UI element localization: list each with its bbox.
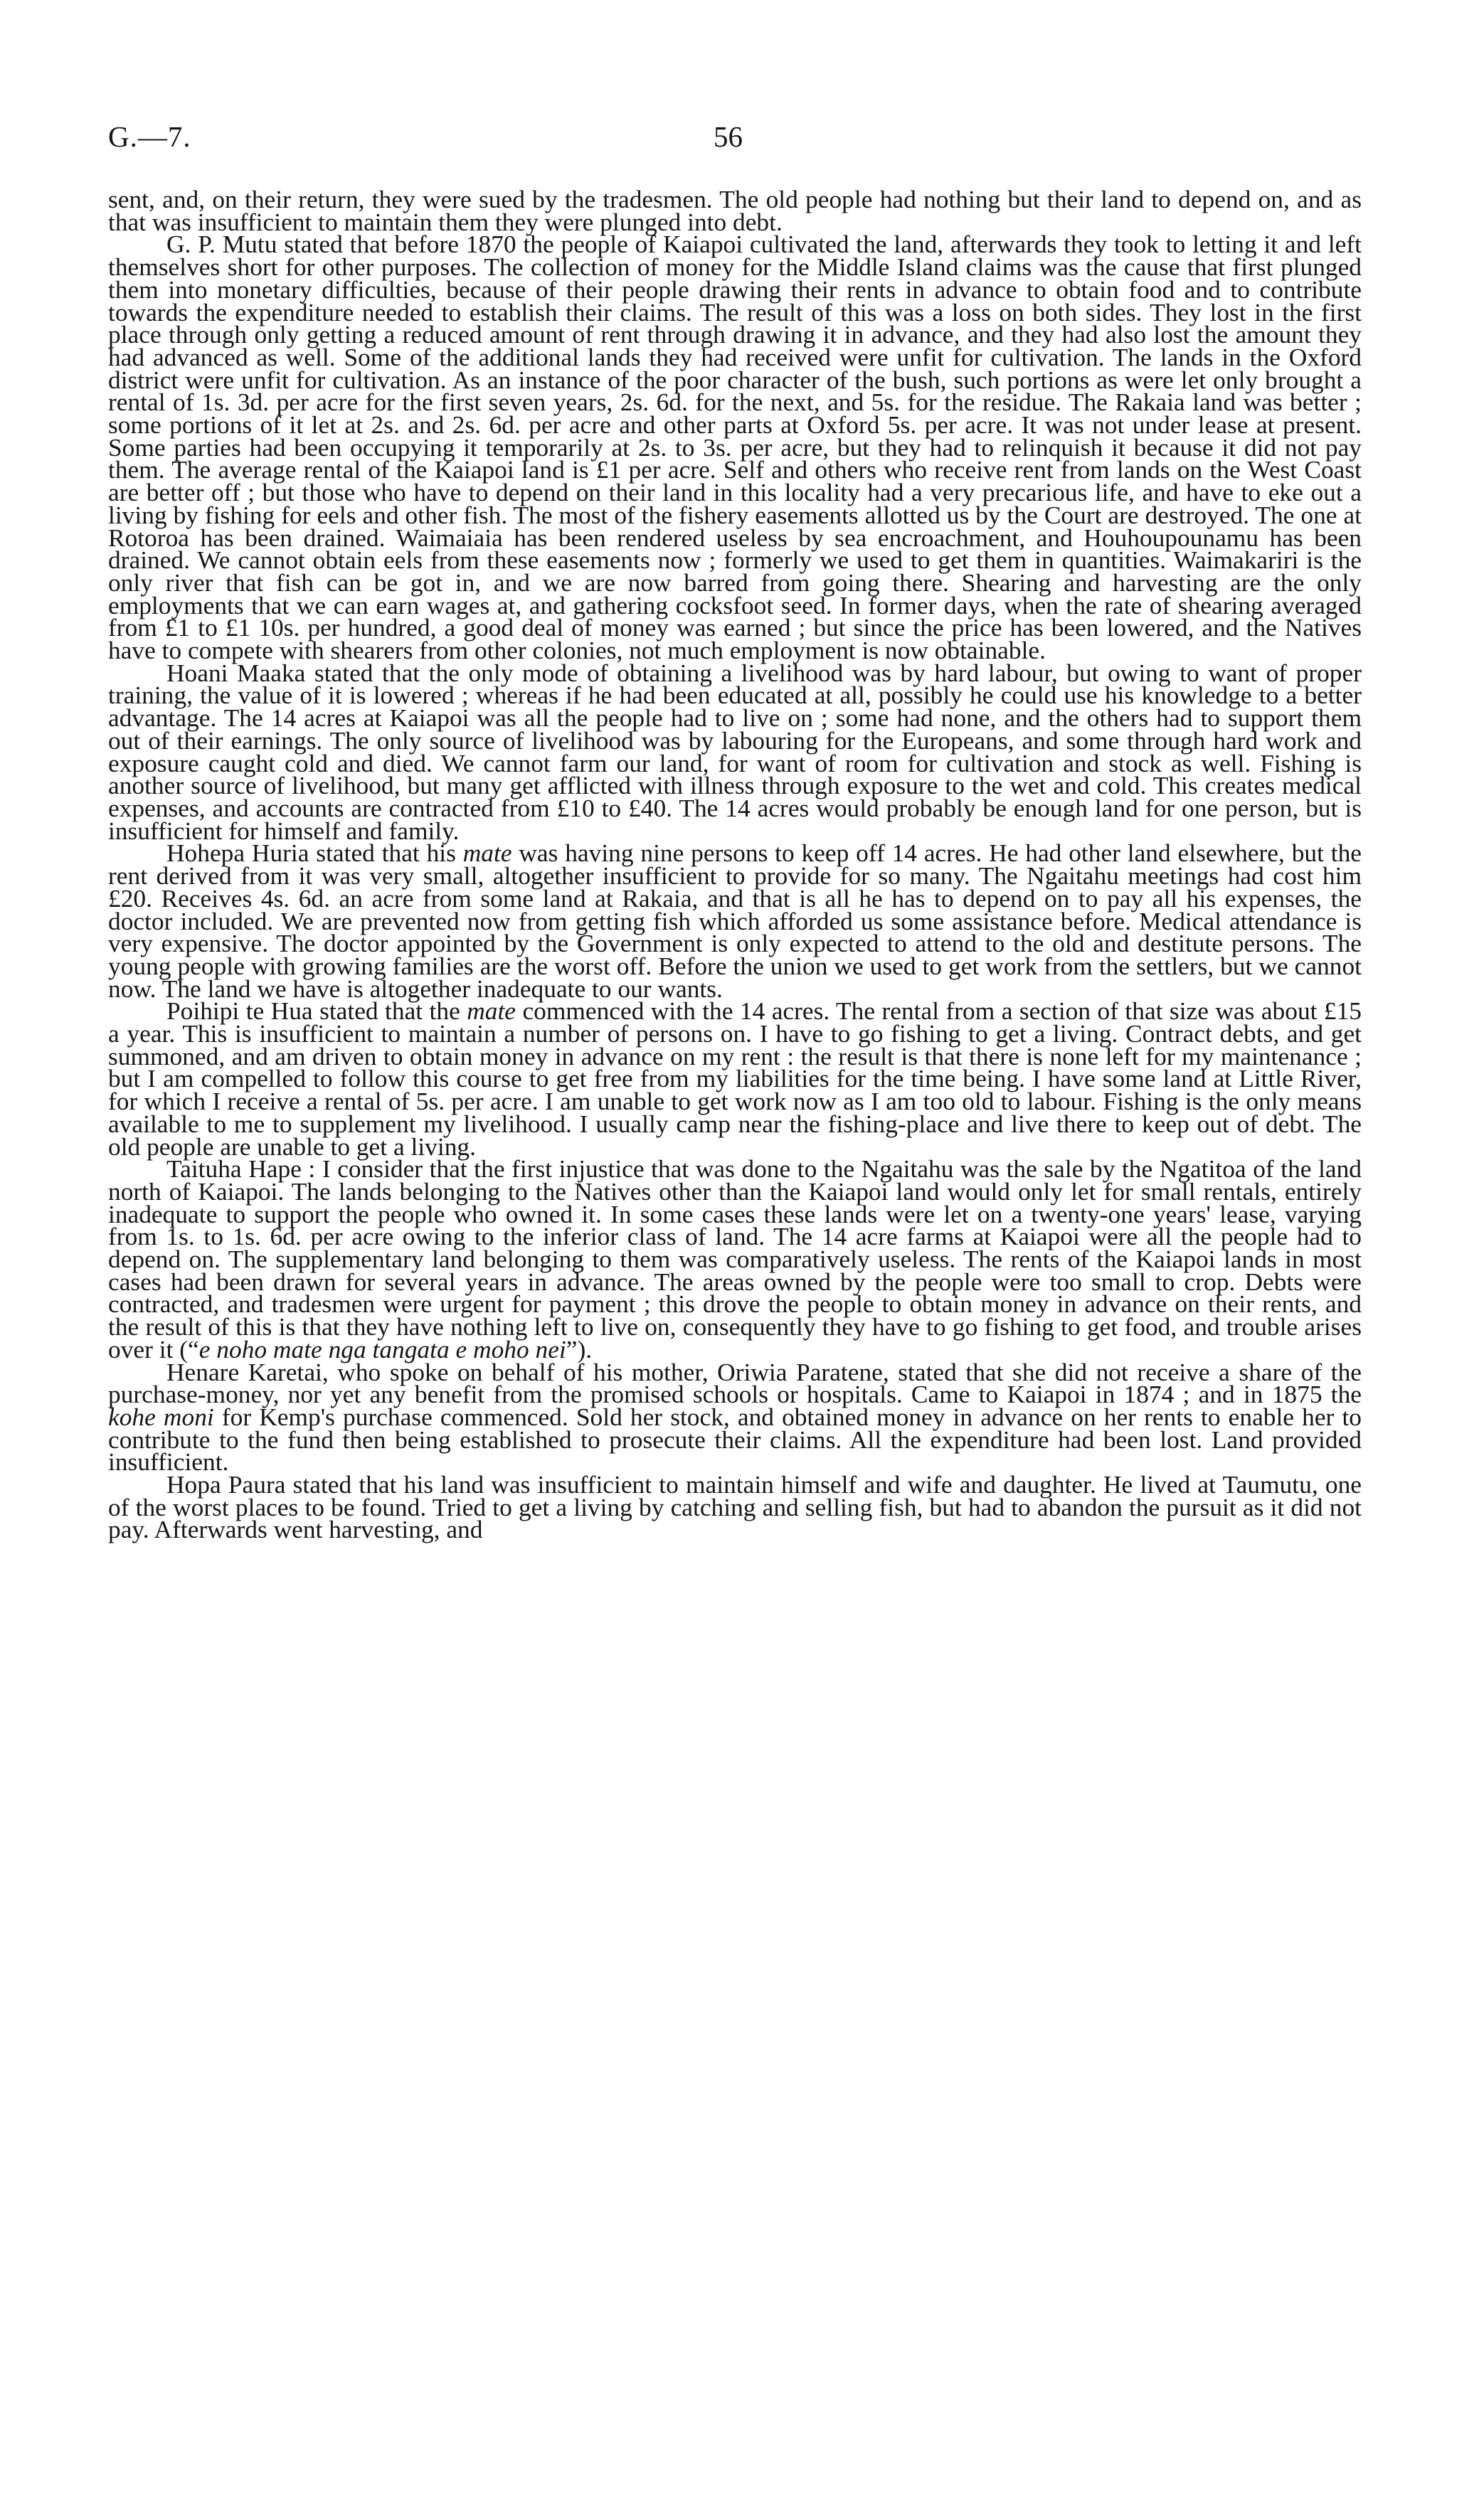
body-text — [108, 185, 1362, 1544]
paragraph-text: sent, and, on their return, they were sued by the tradesmen. The old people had nothing but their land to depend on, and as that was insufficient to maintain them they were plunged into debt. — [108, 185, 1362, 236]
paragraph-continuation — [108, 185, 1362, 236]
maori-quote: e noho mate nga tangata e moho nei — [198, 1334, 566, 1363]
paragraph-mutu — [108, 230, 1362, 665]
paragraph-text: Taituha Hape : I consider that the first injustice that was done to the Ngaitahu was the sale by the Ngatitoa of the land north of Kaiapoi. The lands belonging to the Natives other than the Kaiapoi land would only let for small rentals, entirely inadequate to support the people who owned it. In some cases these lands were let on a twenty-one years' lease, varying from 1s. to 1s. 6d. per acre owing to the inferior class of land. The 14 acre farms at Kaiapoi were all the people had to depend on. The supplementary land belonging to them was comparatively useless. The rents of the Kaiapoi lands in most cases had been drawn for several years in advance. The areas owned by the people were too small to crop. Debts were contracted, and tradesmen were urgent for payment ; this drove the people to obtain money in advance on their rents, and the result of this is that they have nothing left to live on, consequently they have to go fishing to get food, and trouble arises over it (“ — [108, 1154, 1362, 1363]
paragraph-text: Hoani Maaka stated that the only mode of obtaining a livelihood was by hard labour, but owing to want of proper training, the value of it is lowered ; whereas if he had been educated at all, possibly he could use his knowledge to a better advantage. The 14 acres at Kaiapoi was all the people had to live on ; some had none, and the others had to support them out of their earnings. The only source of livelihood was by labouring for the Europeans, and some through hard work and exposure caught cold and died. We cannot farm our land, for want of room for cultivation and stock as well. Fishing is another source of livelihood, but many get afflicted with illness through exposure to the wet and cold. This creates medical expenses, and accounts are contracted from £10 to £40. The 14 acres would probably be enough land for one person, but is insufficient for himself and family. — [108, 658, 1362, 845]
paragraph-text: Henare Karetai, who spoke on behalf of his mother, Oriwia Paratene, stated that she did not receive a share of the purchase-money, nor yet any benefit from the promised schools or hospitals. Came to Kaiapoi in 1874 ; and in 1875 the — [108, 1357, 1362, 1409]
paragraph-text: G. P. Mutu stated that before 1870 the people of Kaiapoi cultivated the land, afterwards they took to letting it and left themselves short for other purposes. The collection of money for the Middle Island claims was the cause that first plunged them into monetary difficulties, because of their people drawing their rents in advance to obtain food and to contribute towards the expenditure needed to establish their claims. The result of this was a loss on both sides. They lost in the first place through only getting a reduced amount of rent through drawing it in advance, and they had also lost the amount they had advanced as well. Some of the additional lands they had received were unfit for cultivation. The lands in the Oxford district were unfit for cultivation. As an instance of the poor character of the bush, such portions as were let only brought a rental of 1s. 3d. per acre for the first seven years, 2s. 6d. for the next, and 5s. for the residue. The Rakaia land was better ; some portions of it let at 2s. and 2s. 6d. per acre and other parts at Oxford 5s. per acre. It was not under lease at present. Some parties had been occupying it temporarily at 2s. to 3s. per acre, but they had to relinquish it because it did not pay them. The average rental of the Kaiapoi land is £1 per acre. Self and others who receive rent from lands on the West Coast are better off ; but those who have to depend on their land in this locality had a very precarious life, and have to eke out a living by fishing for eels and other fish. The most of the fishery easements allotted us by the Court are destroyed. The one at Rotoroa has been drained. Waimaiaia has been rendered useless by sea encroachment, and Houhoupounamu has been drained. We cannot obtain eels from these easements now ; formerly we used to get them in quantities. Waimakariri is the only river that fish can be got in, and we are now barred from going there. Shearing and harvesting are the only employments that we can earn wages at, and gathering cocksfoot seed. In former days, when the rate of shearing averaged from £1 to £1 10s. per hundred, a good deal of money was earned ; but since the price has been lowered, and the Natives have to compete with shearers from other colonies, not much employment is now obtainable. — [108, 230, 1362, 665]
paragraph-te-hua — [108, 996, 1362, 1161]
paragraph-text: commenced with the 14 acres. The rental from a section of that size was about £15 a year. This is insufficient to maintain a number of persons on. I have to go fishing to get a living. Contract debts, and get summoned, and am driven to obtain money in advance on my rent : the result is that there is none left for my maintenance ; but I am compelled to follow this course to get free from my liabilities for the time being. I have some land at Little River, for which I receive a rental of 5s. per acre. I am unable to get work now as I am too old to labour. Fishing is the only means available to me to supplement my livelihood. I usually camp near the fishing-place and live there to keep out of debt. The old people are unable to get a living. — [108, 996, 1362, 1161]
paragraph-text: Hohepa Huria stated that his — [166, 839, 463, 868]
maori-term: mate — [467, 996, 516, 1026]
page-header — [0, 119, 1479, 162]
paragraph-maaka — [108, 658, 1362, 845]
paragraph-huria — [108, 839, 1362, 1003]
paragraph-text: Hopa Paura stated that his land was insufficient to maintain himself and wife and daughter. He lived at Taumutu, one of the worst places to be found. Tried to get a living by catching and selling fish, but had to abandon the pursuit as it did not pay. Afterwards went harvesting, and — [108, 1470, 1362, 1544]
paragraph-hape — [108, 1154, 1362, 1363]
paragraph-text: was having nine persons to keep off 14 acres. He had other land elsewhere, but the rent derived from it was very small, altogether insufficient to provide for so many. The Ngaitahu meetings had cost him £20. Receives 4s. 6d. an acre from some land at Rakaia, and that is all he has to depend on to pay all his expenses, the doctor included. We are prevented now from getting fish which afforded us some assistance before. Medical attendance is very expensive. The doctor appointed by the Government is only expected to attend to the old and destitute persons. The young people with growing families are the worst off. Before the union we used to get work from the settlers, but we cannot now. The land we have is altogether inadequate to our wants. — [108, 839, 1362, 1003]
maori-term: mate — [462, 839, 512, 868]
paragraph-text: Poihipi te Hua stated that the — [166, 996, 467, 1026]
page-number: 56 — [714, 120, 743, 153]
document-reference: G.—7. — [108, 120, 191, 153]
paragraph-karetai — [108, 1357, 1362, 1477]
paragraph-paura — [108, 1470, 1362, 1544]
paragraph-text: ”). — [566, 1334, 593, 1363]
maori-term: kohe moni — [108, 1402, 214, 1431]
paragraph-text: for Kemp's purchase commenced. Sold her stock, and obtained money in advance on her rents to enable her to contribute to the fund then being established to prosecute their claims. All the expenditure had been lost. Land provided insufficient. — [108, 1402, 1362, 1477]
